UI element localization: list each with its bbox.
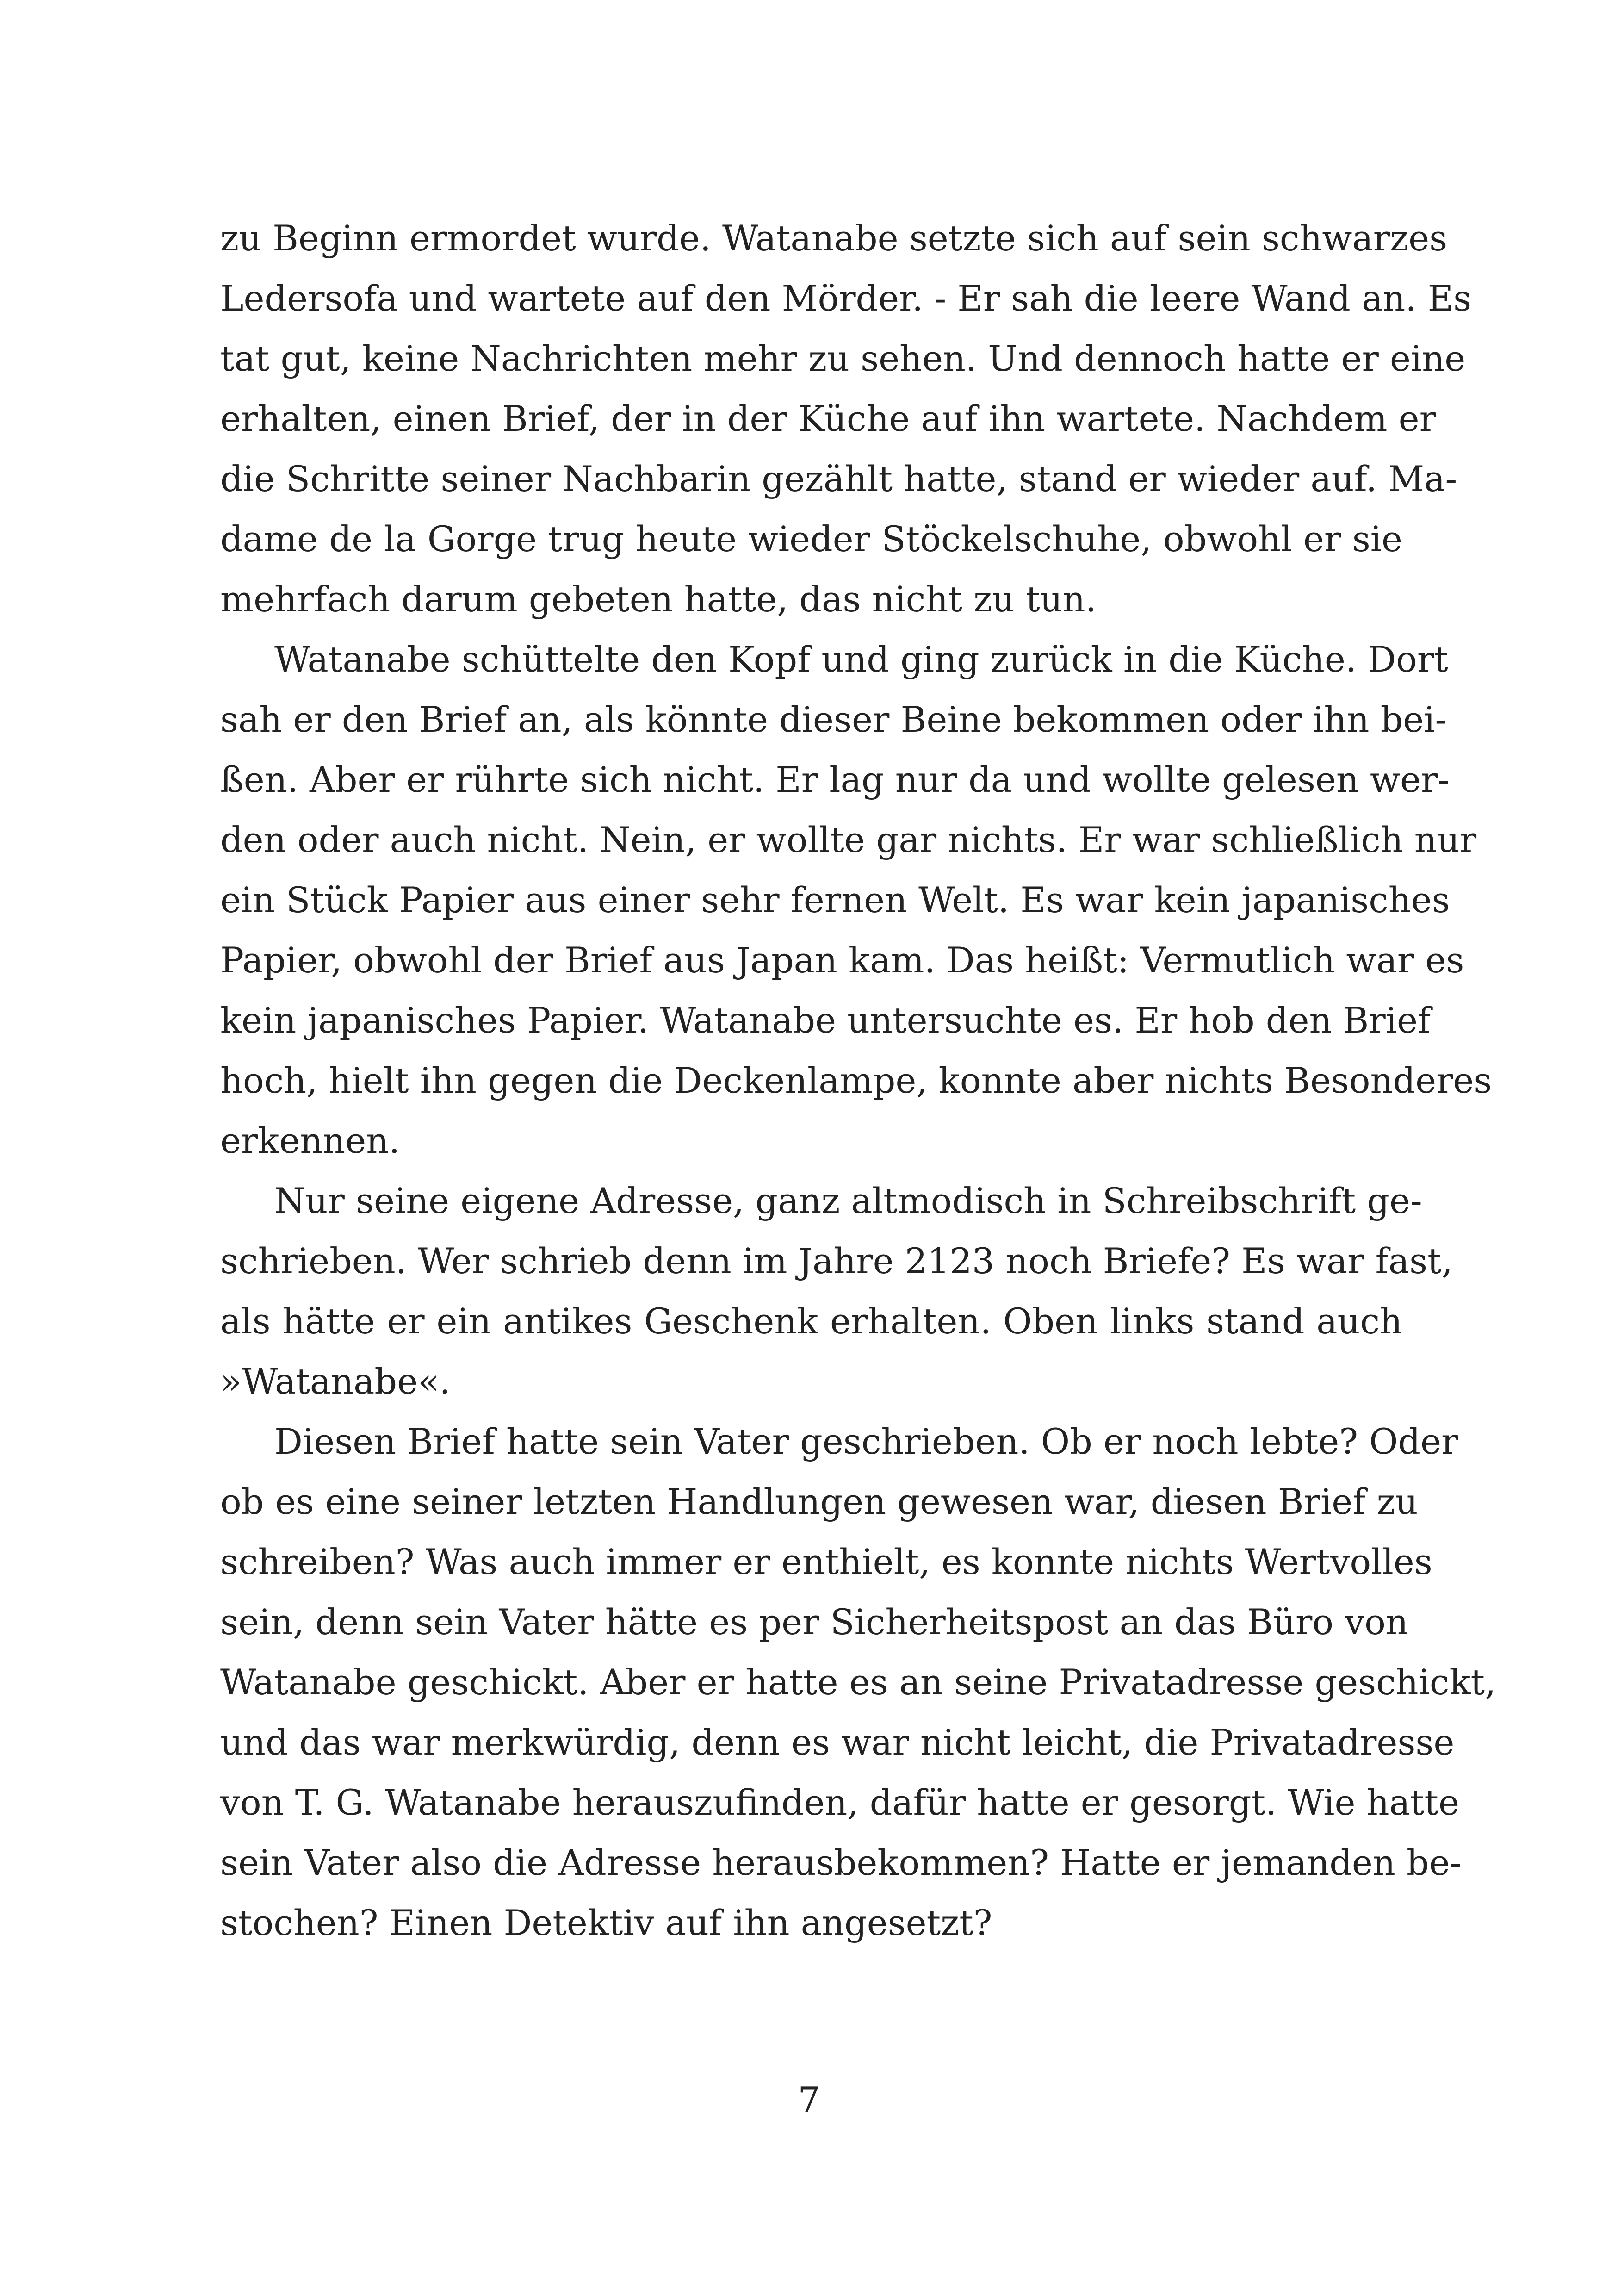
text-line: hoch, hielt ihn gegen die Deckenlampe, konnte aber nichts Besonderes: [220, 1060, 1492, 1101]
paragraph: [220, 629, 1492, 1171]
text-line: und das war merkwürdig, denn es war nicht leicht, die Privatadresse: [220, 1722, 1455, 1763]
text-line: ßen. Aber er rührte sich nicht. Er lag nur da und wollte gelesen wer-: [220, 759, 1450, 800]
text-line: zu Beginn ermordet wurde. Watanabe setzte sich auf sein schwarzes: [220, 218, 1448, 259]
text-line: Ledersofa und wartete auf den Mörder. - Er sah die leere Wand an. Es: [220, 278, 1472, 319]
page-body: [220, 208, 1496, 1953]
text-line: Diesen Brief hatte sein Vater geschrieben. Ob er noch lebte? Oder: [274, 1421, 1458, 1462]
text-line: als hätte er ein antikes Geschenk erhalten. Oben links stand auch: [220, 1300, 1402, 1342]
paragraph: [220, 1412, 1496, 1953]
page-number: 7: [798, 2079, 820, 2121]
text-line: schreiben? Was auch immer er enthielt, es konnte nichts Wertvolles: [220, 1541, 1432, 1582]
text-line: den oder auch nicht. Nein, er wollte gar nichts. Er war schließlich nur: [220, 819, 1477, 860]
text-line: Nur seine eigene Adresse, ganz altmodisch in Schreibschrift ge-: [274, 1180, 1422, 1221]
text-line: stochen? Einen Detektiv auf ihn angesetzt?: [220, 1902, 992, 1943]
text-line: Papier, obwohl der Brief aus Japan kam. Das heißt: Vermutlich war es: [220, 940, 1464, 981]
text-line: ein Stück Papier aus einer sehr fernen Welt. Es war kein japanisches: [220, 879, 1450, 921]
text-line: die Schritte seiner Nachbarin gezählt hatte, stand er wieder auf. Ma-: [220, 458, 1457, 499]
text-line: ob es eine seiner letzten Handlungen gewesen war, diesen Brief zu: [220, 1481, 1418, 1522]
text-line: tat gut, keine Nachrichten mehr zu sehen. Und dennoch hatte er eine: [220, 338, 1466, 379]
text-line: mehrfach darum gebeten hatte, das nicht zu tun.: [220, 579, 1097, 620]
text-line: Watanabe geschickt. Aber er hatte es an seine Privatadresse geschickt,: [220, 1661, 1496, 1703]
text-line: von T. G. Watanabe herauszufinden, dafür hatte er gesorgt. Wie hatte: [220, 1782, 1459, 1823]
text-line: schrieben. Wer schrieb denn im Jahre 2123 noch Briefe? Es war fast,: [220, 1240, 1453, 1282]
paragraph: [220, 208, 1472, 629]
text-line: dame de la Gorge trug heute wieder Stöckelschuhe, obwohl er sie: [220, 518, 1402, 560]
text-line: erkennen.: [220, 1120, 400, 1161]
text-line: erhalten, einen Brief, der in der Küche auf ihn wartete. Nachdem er: [220, 398, 1436, 439]
text-line: »Watanabe«.: [220, 1361, 451, 1402]
text-line: sein Vater also die Adresse herausbekommen? Hatte er jemanden be-: [220, 1842, 1462, 1883]
text-line: sah er den Brief an, als könnte dieser Beine bekommen oder ihn bei-: [220, 699, 1447, 740]
text-line: kein japanisches Papier. Watanabe untersuchte es. Er hob den Brief: [220, 1000, 1431, 1041]
text-line: Watanabe schüttelte den Kopf und ging zurück in die Küche. Dort: [274, 639, 1448, 680]
text-line: sein, denn sein Vater hätte es per Sicherheitspost an das Büro von: [220, 1601, 1408, 1643]
paragraph: [220, 1171, 1453, 1412]
